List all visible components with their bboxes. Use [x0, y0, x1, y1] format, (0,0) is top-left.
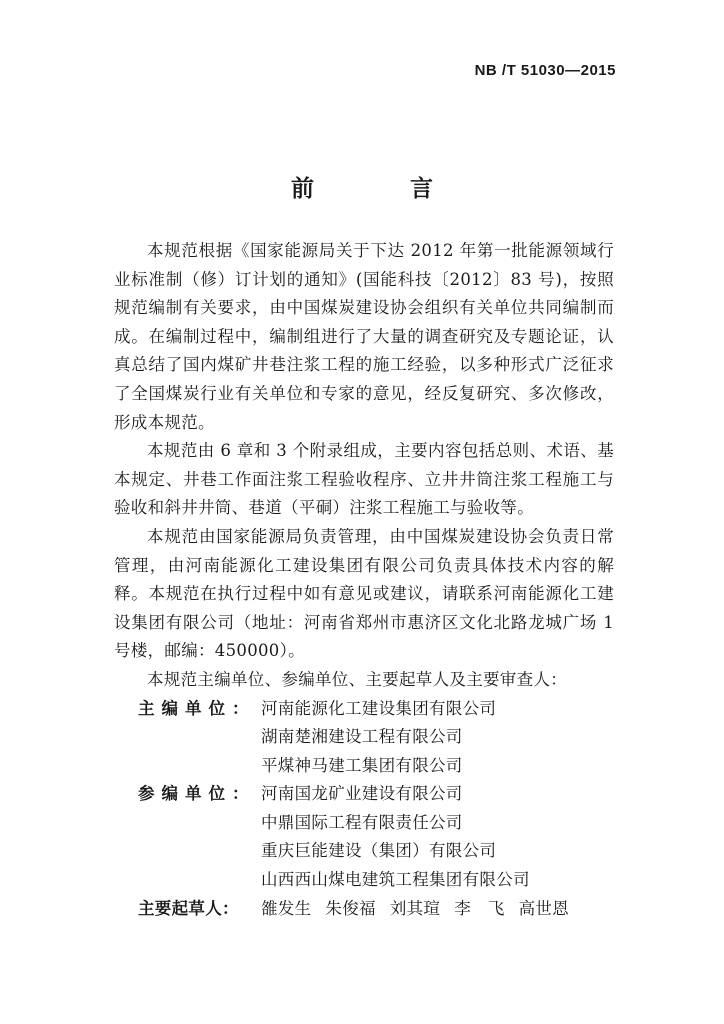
drafter-name: 朱俊福 — [325, 898, 376, 918]
paragraph-management: 本规范由国家能源局负责管理，由中国煤炭建设协会负责日常管理，由河南能源化工建设集团有限公司负责具体技术内容的解释。本规范在执行过程中如有意见或建议，请联系河南能源化工建设集团有限公司（地址：河南省郑州市惠济区文化北路龙城广场 1 号楼，邮编：450000）。 — [114, 526, 614, 661]
chief-editors-list — [261, 695, 614, 781]
chief-editors-label: 主编单位： — [138, 698, 256, 718]
drafter-name: 高世恩 — [518, 898, 570, 918]
preface-body — [114, 237, 614, 923]
participating-editors — [114, 780, 614, 894]
chief-editors — [114, 695, 614, 781]
page-title: 前 言 — [290, 175, 477, 202]
participating-unit: 重庆巨能建设（集团）有限公司 — [261, 841, 497, 861]
participating-unit: 中鼎国际工程有限责任公司 — [261, 812, 463, 832]
standard-code: NB /T 51030—2015 — [474, 62, 616, 79]
drafter-name: 刘其瑄 — [389, 898, 441, 918]
paragraph-structure: 本规范由 6 章和 3 个附录组成，主要内容包括总则、术语、基本规定、井巷工作面注浆工程验收程序、立井井筒注浆工程施工与验收和斜井井筒、巷道（平硐）注浆工程施工与验收等。 — [114, 441, 614, 518]
paragraph-units-intro: 本规范主编单位、参编单位、主要起草人及主要审查人： — [147, 669, 567, 689]
main-drafters-list — [261, 895, 614, 924]
participating-unit: 河南国龙矿业建设有限公司 — [261, 784, 463, 804]
participating-editors-label: 参编单位： — [138, 784, 256, 804]
chief-editor-unit: 平煤神马建工集团有限公司 — [261, 755, 463, 775]
participating-editors-list — [261, 780, 614, 894]
drafter-name: 雒发生 — [261, 898, 312, 918]
main-drafters — [114, 895, 614, 924]
chief-editor-unit: 湖南楚湘建设工程有限公司 — [261, 727, 463, 747]
chief-editor-unit: 河南能源化工建设集团有限公司 — [261, 698, 497, 718]
units-section — [114, 695, 614, 924]
participating-unit: 山西西山煤电建筑工程集团有限公司 — [261, 870, 530, 890]
paragraph-basis: 本规范根据《国家能源局关于下达 2012 年第一批能源领域行业标准制（修）订计划的通知》(国能科技〔2012〕83 号)，按照规范编制有关要求，由中国煤炭建设协会组织有关单位共同编制而成。在编制过程中，编制组进行了大量的调查研究及专题论证，认真总结了国内煤矿井巷注浆工程的施工经验，以多种形式广泛征求了全国煤炭行业有关单位和专家的意见，经反复研究、多次修改，形成本规范。 — [114, 241, 614, 432]
main-drafters-label: 主要起草人： — [138, 898, 239, 918]
drafter-name: 李 飞 — [454, 898, 505, 918]
